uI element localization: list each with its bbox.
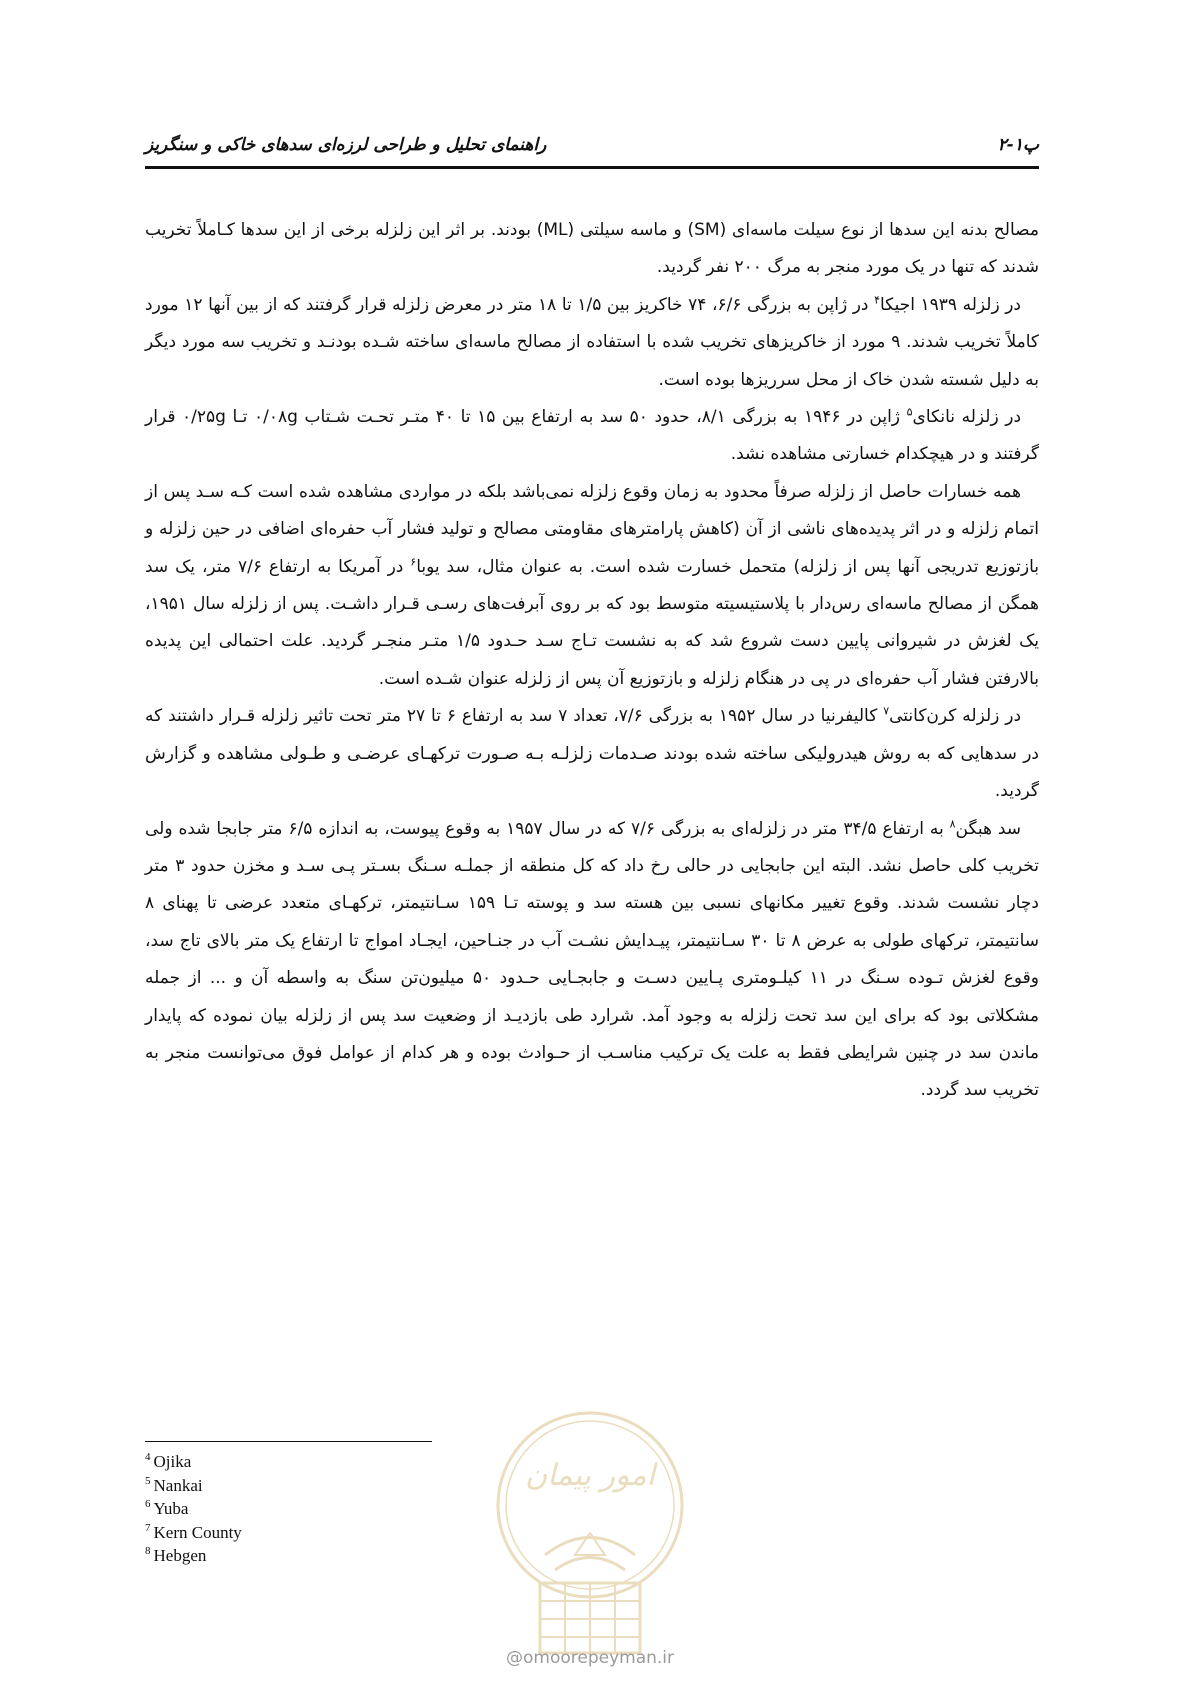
footnote-ref: ۵: [906, 405, 913, 419]
paragraph-text: در زلزله ۱۹۳۹ اجیکا: [880, 294, 1022, 315]
footnote-text: Kern County: [153, 1522, 242, 1542]
paragraph-text: سد هبگن: [955, 818, 1022, 839]
svg-text:امور پیمان: امور پیمان: [525, 1458, 655, 1493]
paragraph: [145, 212, 1039, 287]
footnote-text: Yuba: [153, 1499, 189, 1518]
watermark-logo-icon: [485, 1405, 695, 1665]
footnote-text: Hebgen: [153, 1546, 207, 1565]
footnote: [145, 1474, 465, 1498]
footnote-number: 8: [145, 1545, 151, 1558]
paragraph: [145, 698, 1039, 810]
paragraph: [145, 287, 1039, 399]
footnote-number: 5: [145, 1474, 151, 1487]
footnote: [145, 1450, 465, 1474]
paragraph-text: مصالح بدنه این سدها از نوع سیلت ماسه‌ای (SM) و ماسه سیلتی (ML) بودند. بر اثر این زلزله برخی از این سدها کـاملاً تخریب شدند که تنها در یک مورد منجر به مرگ ۲۰۰ نفر گردید.: [145, 220, 1039, 278]
footnote: [145, 1544, 465, 1568]
header-rule: [145, 166, 1039, 169]
paragraph: [145, 474, 1039, 698]
paragraph-text: همه خسارات حاصل از زلزله صرفاً محدود به زمان وقوع زلزله نمی‌باشد بلکه در مواردی مشاهده شده است کـه سـد پس از اتمام زلزله و در اثر پدیده‌های ناشی از آن (کاهش پارامترهای مقاومتی مصالح و تولید فشار آب حفره‌ای اضافی در حین زلزله و بازتوزیع تدریجی آنها پس از زلزله) متحمل خسارت شده است. به عنوان مثال، سد یوبا: [145, 481, 1039, 577]
watermark-site: @omoorepeyman.ir: [505, 1648, 675, 1668]
footnote: [145, 1497, 465, 1521]
paragraph-text: کالیفرنیا در سال ۱۹۵۲ به بزرگی ۷/۶، تعداد ۷ سد به ارتفاع ۶ تا ۲۷ متر تحت تاثیر زلزله قـرار داشتند که در سدهایی که به روش هیدرولیکی ساخته شده بودند صـدمات زلزلـه بـه صـورت ترکهـای عرضـی و طـولی مشاهده و گزارش گردید.: [145, 706, 1039, 802]
paragraph: [145, 811, 1039, 1110]
paragraph-text: در زلزله نانکای: [912, 407, 1022, 428]
paragraph-text: ژاپن در ۱۹۴۶ به بزرگی ۸/۱، حدود ۵۰ سد به ارتفاع بین ۱۵ تا ۴۰ متـر تحـت شـتاب ۰/۰۸g تـا ۰/۲۵g قرار گرفتند و در هیچکدام خسارتی مشاهده نشد.: [145, 407, 1039, 465]
footnote-number: 6: [145, 1498, 151, 1511]
footnote: [145, 1521, 465, 1545]
footnote-ref: ۴: [874, 293, 880, 307]
footnote-ref: ۷: [883, 704, 890, 718]
page-number: پ۱-۲: [997, 135, 1039, 155]
page-header: [145, 128, 1039, 162]
paragraph-text: در ژاپن به بزرگی ۶/۶، ۷۴ خاکریز بین ۱/۵ تا ۱۸ متر در معرض زلزله قرار گرفتند که از بین آنها ۱۲ مورد کاملاً تخریب شدند. ۹ مورد از خاکریزهای تخریب شده با استفاده از مصالح ماسه‌ای ساخته شـده بودنـد و تخریب سه مورد دیگر به دلیل شسته شدن خاک از محل سرریزها بوده است.: [145, 294, 1039, 390]
paragraph-text: در زلزله کرن‌کانتی: [889, 706, 1022, 727]
footnote-ref: ۶: [410, 555, 417, 568]
footnote-number: 4: [145, 1451, 151, 1464]
footnote-ref: ۸: [949, 816, 956, 830]
footnote-number: 7: [145, 1521, 151, 1534]
footnote-separator: [145, 1441, 432, 1442]
body-text: [145, 212, 1039, 1110]
paragraph-text: به ارتفاع ۳۴/۵ متر در زلزله‌ای به بزرگی ۷/۶ که در سال ۱۹۵۷ به وقوع پیوست، به اندازه ۶/۵ متر جابجا شده ولی تخریب کلی حاصل نشد. البته این جابجایی در حالی رخ داد که کل منطقه از جملـه سـنگ بسـتر پـی سـد و مخزن حدود ۳ متر دچار نشست شدند. وقوع تغییر مکانهای نسبی بین هسته سد و پوسته تـا ۱۵۹ سـانتیمتر، ترکهـای متعدد عرضی تا پهنای ۸ سانتیمتر، ترکهای طولی به عرض ۸ تا ۳۰ سـانتیمتر، پیـدایش نشـت آب در جنـاحین، ایجـاد امواج تا ارتفاع یک متر بالای تاج سد، وقوع لغزش تـوده سـنگ در ۱۱ کیلـومتری پـایین دسـت و جابجـایی حـدود ۵۰ میلیون‌تن سنگ به واسطه آن و ... از جمله مشکلاتی بود که برای این سد تحت زلزله به وجود آمد. شرارد طی بازدیـد از وضعیت سد پس از زلزله بیان نموده که پایدار ماندن سد در چنین شرایطی فقط به علت یک ترکیب مناسـب از حـوادث بوده و هر کدام از عوامل فوق می‌توانست منجر به تخریب سد گردد.: [145, 818, 1039, 1101]
paragraph: [145, 399, 1039, 474]
running-title: راهنمای تحلیل و طراحی لرزه‌ای سدهای خاکی و سنگریز: [145, 135, 547, 155]
footnote-text: Nankai: [153, 1475, 203, 1495]
paragraph-text: در آمریکا به ارتفاع ۷/۶ متر، یک سد همگن از مصالح ماسه‌ای رس‌دار با پلاستیسیته متوسط بود که بر روی آبرفت‌های رسـی قـرار داشـت. پس از زلزله سال ۱۹۵۱، یک لغزش در شیروانی پایین دست شروع شد که به نشست تـاج سـد حـدود ۱/۵ متـر منجـر گردید. علت احتمالی این پدیده بالارفتن فشار آب حفره‌ای در پی در هنگام زلزله و بازتوزیع آن پس از زلزله عنوان شـده است.: [145, 556, 1040, 689]
footnote-text: Ojika: [153, 1452, 192, 1471]
footnotes: [145, 1450, 465, 1568]
